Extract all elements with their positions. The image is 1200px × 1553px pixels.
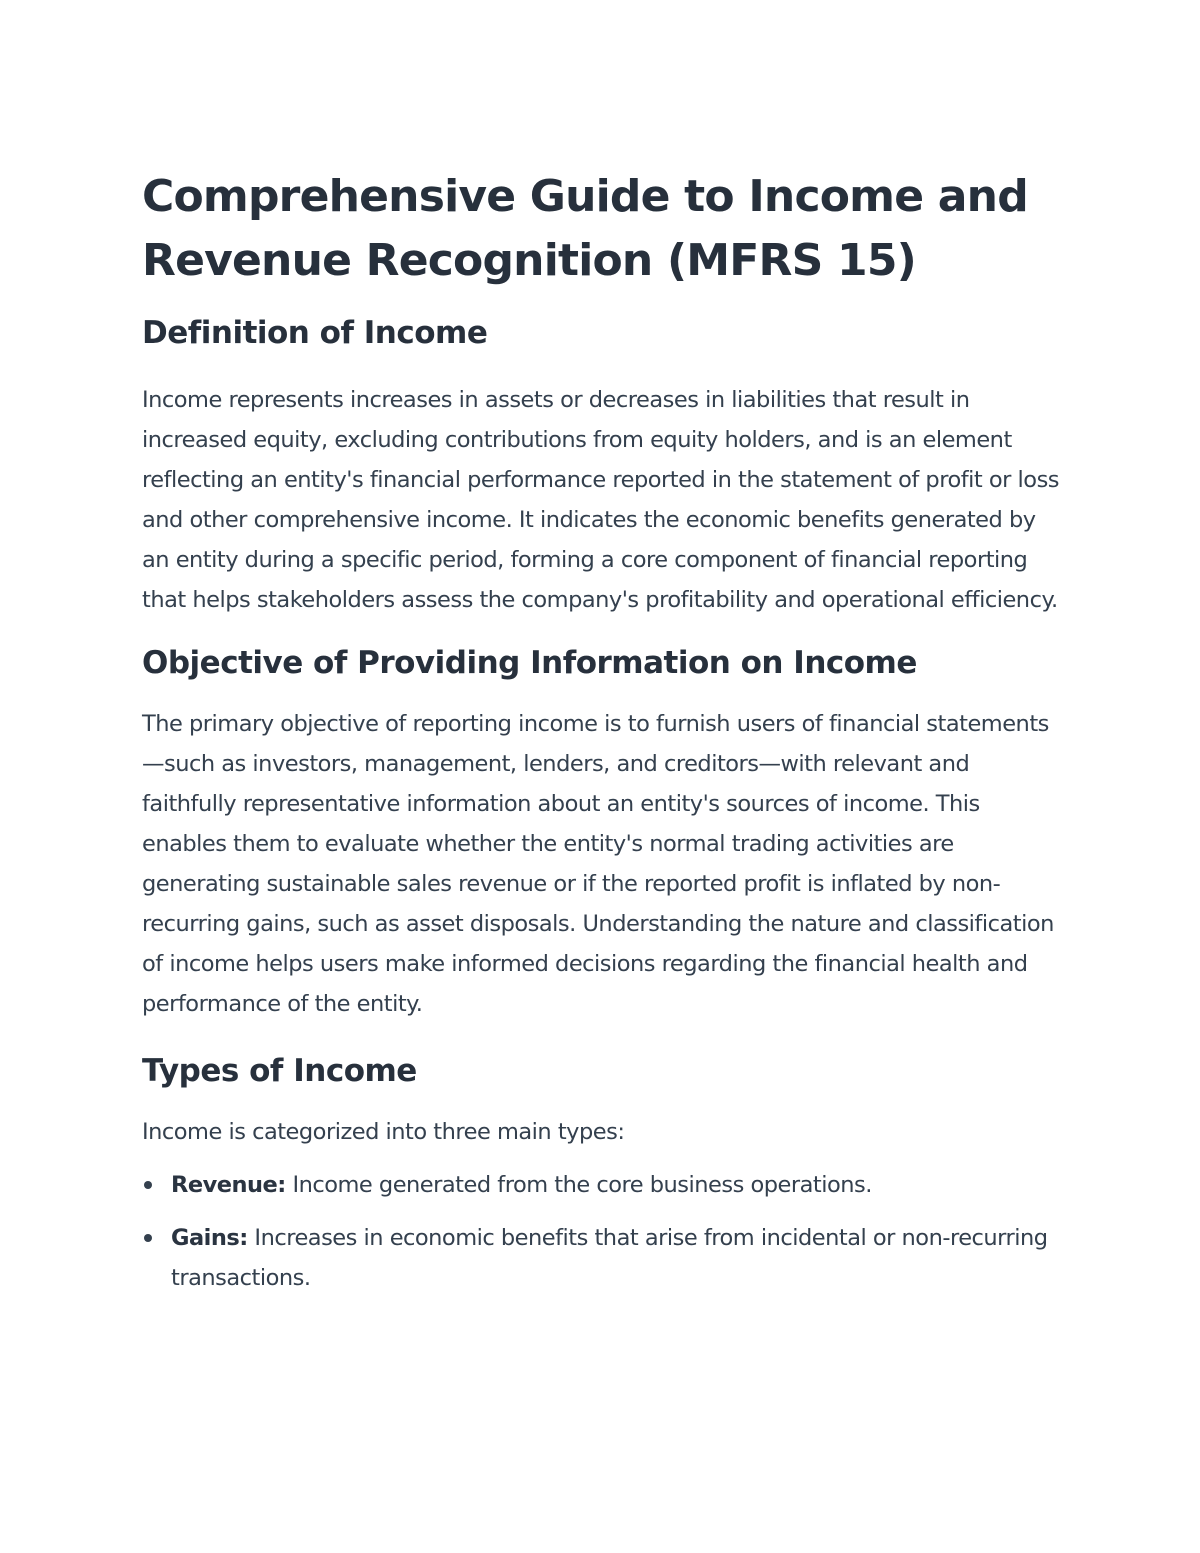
list-item-text: Increases in economic benefits that arise from incidental or non-recurring transactions. (171, 1225, 1048, 1291)
section-paragraph-types: Income is categorized into three main types: (142, 1119, 625, 1145)
section-heading-definition: Definition of Income (142, 315, 488, 351)
document-title: Comprehensive Guide to Income and Revenue Recognition (MFRS 15) (142, 171, 1028, 286)
list-item-term: Revenue: (171, 1172, 286, 1198)
income-types-list (142, 1165, 1067, 1298)
list-item-text: Income generated from the core business operations. (285, 1172, 872, 1198)
section-paragraph-definition: Income represents increases in assets or decreases in liabilities that result in increased equity, excluding contributions from equity holders, and is an element reflecting an entity's financial performance reported in the statement of profit or loss and other comprehensive income. It indicates the economic benefits generated by an entity during a specific period, forming a core component of financial reporting that helps stakeholders assess the company's profitability and operational efficiency. (142, 387, 1060, 613)
list-item (142, 1165, 1067, 1205)
bullet-icon (144, 1181, 152, 1189)
section-heading-types: Types of Income (142, 1053, 417, 1089)
bullet-icon (144, 1234, 152, 1242)
list-item-term: Gains: (171, 1225, 248, 1251)
section-heading-objective: Objective of Providing Information on Income (142, 645, 917, 681)
document-page (142, 165, 1067, 1311)
section-paragraph-objective: The primary objective of reporting income is to furnish users of financial statements—such as investors, management, lenders, and creditors—with relevant and faithfully representative information about an entity's sources of income. This enables them to evaluate whether the entity's normal trading activities are generating sustainable sales revenue or if the reported profit is inflated by non-recurring gains, such as asset disposals. Understanding the nature and classification of income helps users make informed decisions regarding the financial health and performance of the entity. (142, 711, 1054, 1017)
list-item (142, 1218, 1067, 1298)
